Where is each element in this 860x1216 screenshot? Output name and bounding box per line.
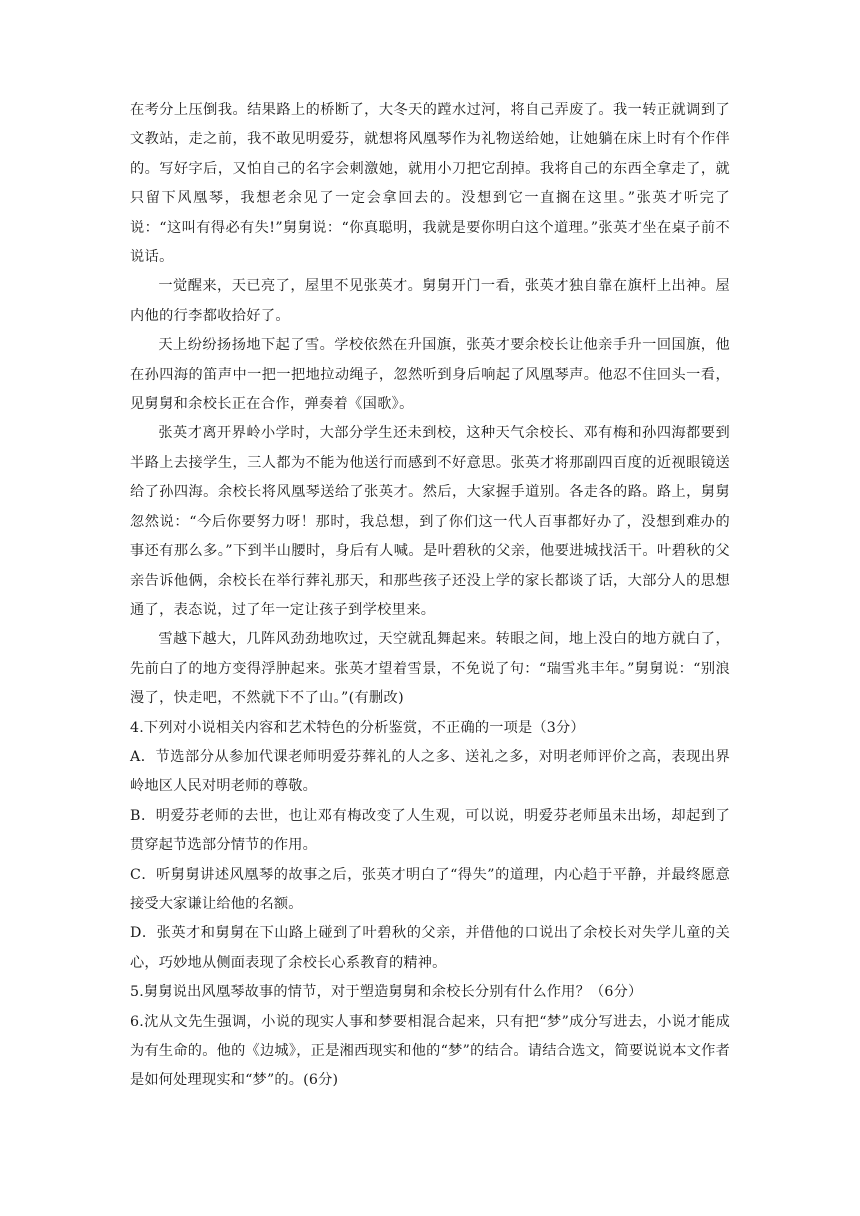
- question-4-option-c: C．听舅舅讲述风凰琴的故事之后，张英才明白了“得失”的道理，内心趋于平静，并最终愿意接受大家谦让给他的名额。: [130, 866, 730, 912]
- passage-paragraph-4: 张英才离开界岭小学时，大部分学生还未到校，这种天气余校长、邓有梅和孙四海都要到半路上去接学生，三人都为不能为他送行而感到不好意思。张英才将那副四百度的近视眼镜送给了孙四海。余校长将风凰琴送给了张英才。然后，大家握手道别。各走各的路。路上，舅舅忽然说：“今后你要努力呀！那时，我总想，到了你们这一代人百事都好办了，没想到难办的事还有那么多。”下到半山腰时，身后有人喊。是叶碧秋的父亲，他要进城找活干。叶碧秋的父亲告诉他俩，余校长在举行葬礼那天，和那些孩子还没上学的家长都谈了话，大部分人的思想通了，表态说，过了年一定让孩子到学校里来。: [130, 425, 730, 618]
- question-4-option-b: B．明爱芬老师的去世，也让邓有梅改变了人生观，可以说，明爱芬老师虽未出场，却起到了贯穿起节选部分情节的作用。: [130, 807, 730, 854]
- passage-paragraph-2: 一觉醒来，天已亮了，屋里不见张英才。舅舅开门一看，张英才独自靠在旗杆上出神。屋内他的行李都收拾好了。: [130, 278, 730, 324]
- question-4-option-d: D．张英才和舅舅在下山路上碰到了叶碧秋的父亲，并借他的口说出了余校长对失学儿童的关心，巧妙地从侧面表现了余校长心系教育的精神。: [130, 925, 730, 971]
- question-5: 5.舅舅说出风凰琴故事的情节，对于塑造舅舅和余校长分别有什么作用？（6分）: [130, 984, 643, 1001]
- question-4-option-a: A．节选部分从参加代课老师明爱芬葬礼的人之多、送礼之多，对明老师评价之高，表现出界岭地区人民对明老师的尊敬。: [130, 748, 730, 795]
- question-6: 6.沈从文先生强调，小说的现实人事和梦要相混合起来，只有把“梦”成分写进去，小说才能成为有生命的。他的《边城》，正是湘西现实和他的“梦”的结合。请结合选文，简要说说本文作者是如何处理现实和“梦”的。(6分): [130, 1013, 730, 1089]
- question-4-stem: 4.下列对小说相关内容和艺术特色的分析鉴赏，不正确的一项是（3分）: [130, 719, 585, 736]
- passage-paragraph-3: 天上纷纷扬扬地下起了雪。学校依然在升国旗，张英才要余校长让他亲手升一回国旗，他在孙四海的笛声中一把一把地拉动绳子，忽然听到身后响起了风凰琴声。他忍不住回头一看，见舅舅和余校长正在合作，弹奏着《国歌》。: [130, 337, 730, 413]
- passage-paragraph-5: 雪越下越大，几阵风劲劲地吹过，天空就乱舞起来。转眼之间，地上没白的地方就白了，先前白了的地方变得浮肿起来。张英才望着雪景，不免说了句：“瑞雪兆丰年。”舅舅说：“别浪漫了，快走吧，不然就下不了山。”(有删改): [130, 631, 730, 707]
- exam-page: [130, 96, 730, 1096]
- passage-paragraph-1: 在考分上压倒我。结果路上的桥断了，大冬天的蹚水过河，将自己弄废了。我一转正就调到了文教站，走之前，我不敢见明爱芬，就想将风凰琴作为礼物送给她，让她躺在床上时有个作伴的。写好字后，又怕自己的名字会刺激她，就用小刀把它刮掉。我将自己的东西全拿走了，就只留下风凰琴，我想老余见了一定会拿回去的。没想到它一直搁在这里。”张英才听完了说：“这叫有得必有失!”舅舅说：“你真聪明，我就是要你明白这个道理。”张英才坐在桌子前不说话。: [130, 102, 730, 266]
